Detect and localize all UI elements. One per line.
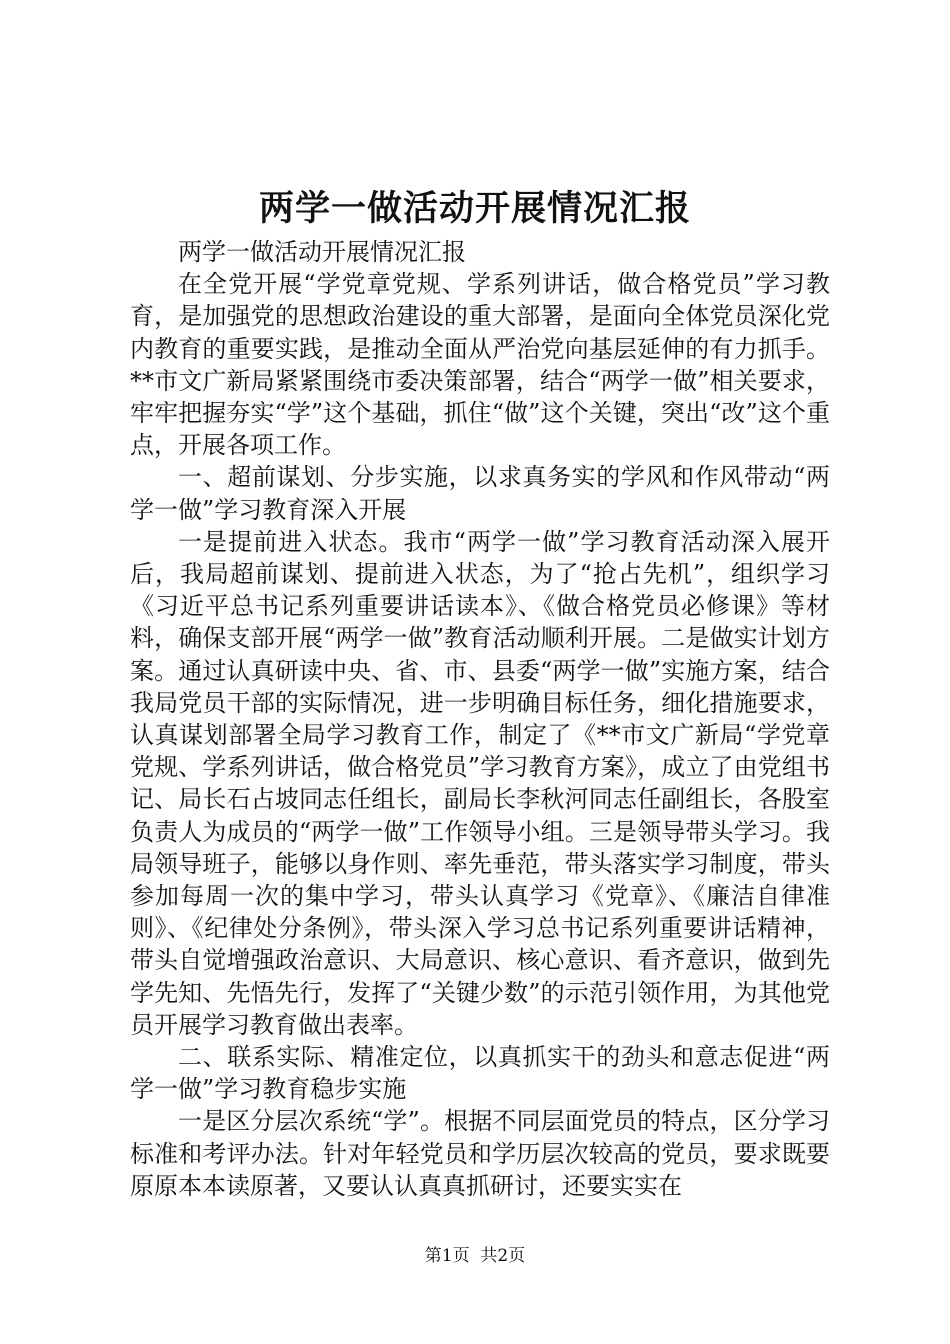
- body-paragraph: 一是区分层次系统“学”。根据不同层面党员的特点，区分学习标准和考评办法。针对年轻党员和学历层次较高的党员，要求既要原原本本读原著，又要认认真真抓研讨，还要实实在: [130, 1107, 830, 1200]
- page-footer: [0, 1244, 950, 1268]
- page-total: 共2页: [480, 1246, 526, 1266]
- section-heading: 二、联系实际、精准定位，以真抓实干的劲头和意志促进“两学一做”学习教育稳步实施: [130, 1043, 830, 1104]
- document-body: [130, 236, 830, 1202]
- document-title: 两学一做活动开展情况汇报: [258, 188, 691, 229]
- body-paragraph: 一是提前进入状态。我市“两学一做”学习教育活动深入展开后，我局超前谋划、提前进入状态，为了“抢占先机”，组织学习《习近平总书记系列重要讲话读本》、《做合格党员必修课》等材料，确保支部开展“两学一做”教育活动顺利开展。二是做实计划方案。通过认真研读中央、省、市、县委“两学一做”实施方案，结合我局党员干部的实际情况，进一步明确目标任务，细化措施要求，认真谋划部署全局学习教育工作，制定了《**市文广新局“学党章党规、学系列讲话，做合格党员”学习教育方案》，成立了由党组书记、局长石占坡同志任组长，副局长李秋河同志任副组长，各股室负责人为成员的“两学一做”工作领导小组。三是领导带头学习。我局领导班子，能够以身作则、率先垂范，带头落实学习制度，带头参加每周一次的集中学习，带头认真学习《党章》、《廉洁自律准则》、《纪律处分条例》，带头深入学习总书记系列重要讲话精神，带头自觉增强政治意识、大局意识、核心意识、看齐意识，做到先学先知、先悟先行，发挥了“关键少数”的示范引领作用，为其他党员开展学习教育做出表率。: [130, 527, 830, 1039]
- section-heading: 一、超前谋划、分步实施，以求真务实的学风和作风带动“两学一做”学习教育深入开展: [130, 463, 830, 524]
- body-paragraph: 在全党开展“学党章党规、学系列讲话，做合格党员”学习教育，是加强党的思想政治建设的重大部署，是面向全体党员深化党内教育的重要实践，是推动全面从严治党向基层延伸的有力抓手。**市文广新局紧紧围绕市委决策部署，结合“两学一做”相关要求，牢牢把握夯实“学”这个基础，抓住“做”这个关键，突出“改”这个重点，开展各项工作。: [130, 270, 830, 460]
- body-paragraph: 两学一做活动开展情况汇报: [178, 238, 466, 266]
- page-number: 第1页: [424, 1246, 470, 1266]
